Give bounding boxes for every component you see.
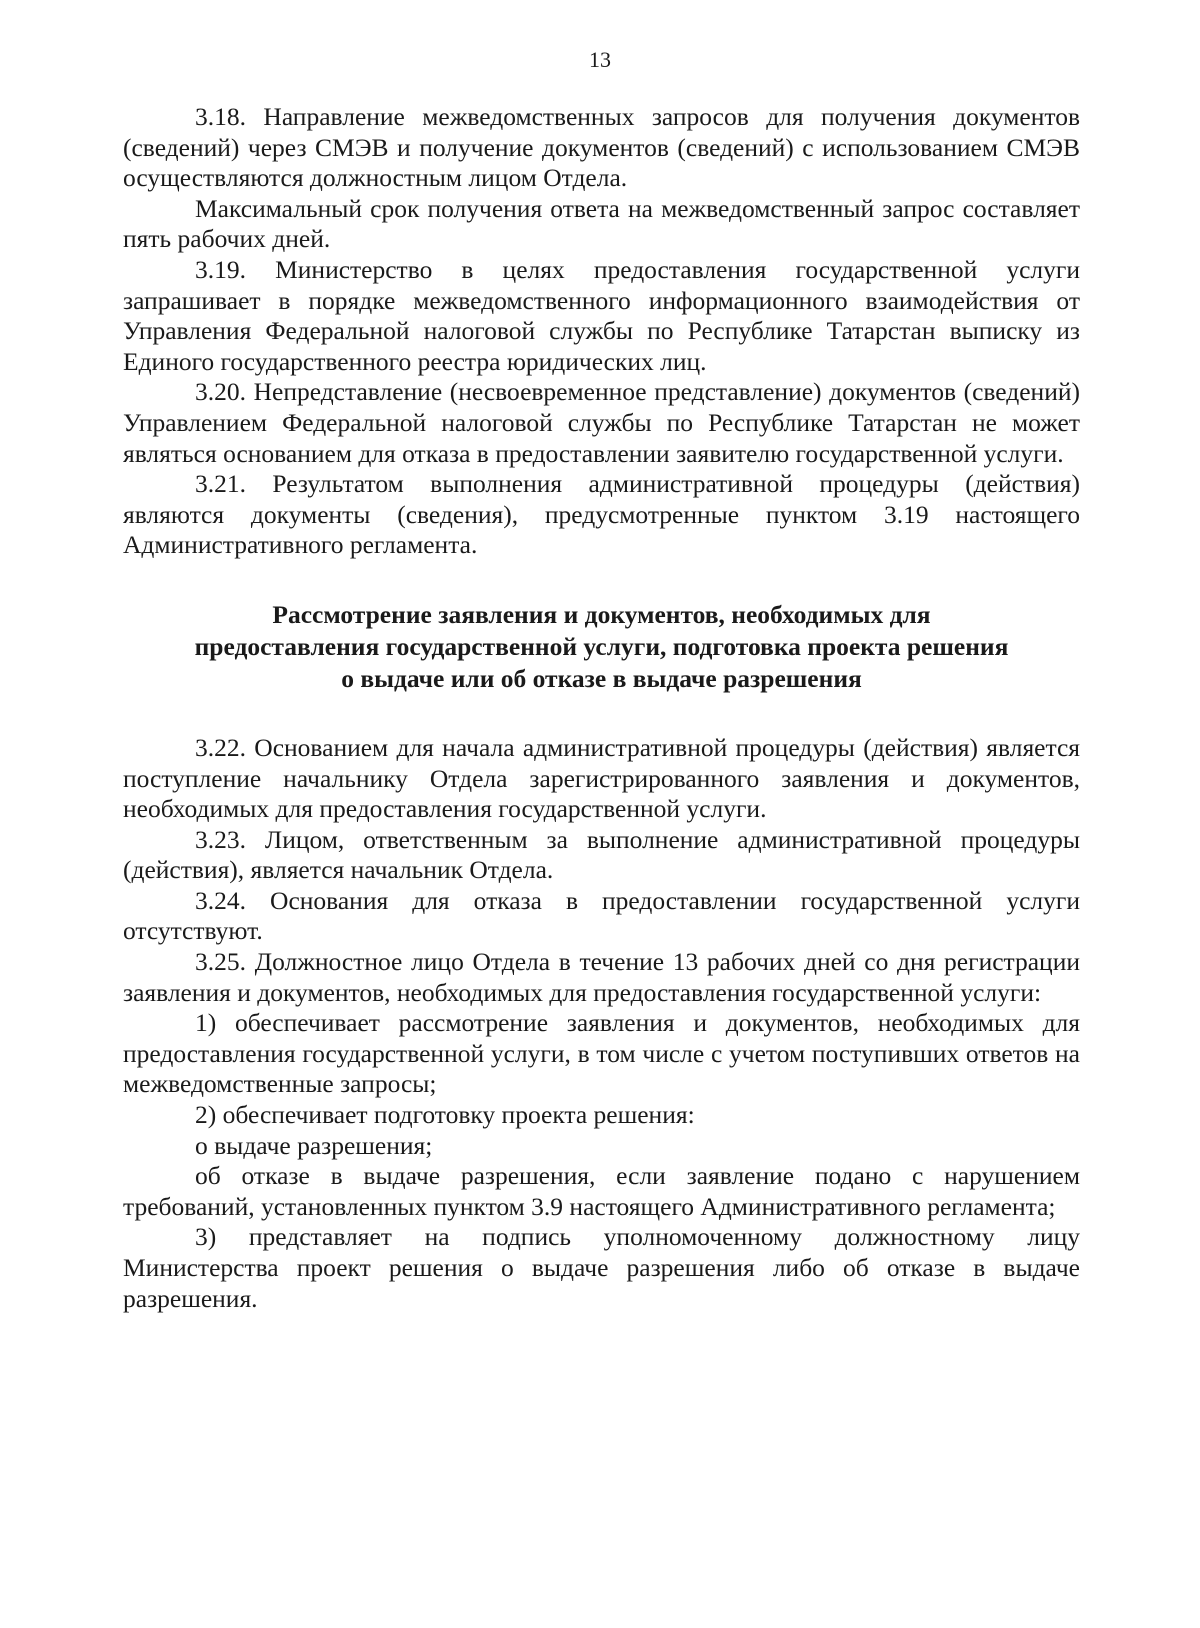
paragraph-3-20: 3.20. Непредставление (несвоевременное представление) документов (сведений) Управлением Федеральной налоговой службы по Республике Татарстан не может являться основанием для отказа в предоставлении заявителю государственной услуги. [123,377,1080,468]
list-item-2-option-issue: о выдаче разрешения; [195,1130,433,1160]
paragraph-3-23: 3.23. Лицом, ответственным за выполнение административной процедуры (действия), является начальник Отдела. [123,824,1080,885]
paragraph-3-24: 3.24. Основания для отказа в предоставлении государственной услуги отсутствуют. [123,885,1080,946]
section-heading-line-3: о выдаче или об отказе в выдаче разрешения [341,663,862,693]
document-body [123,102,1080,1314]
section-heading-line-2: предоставления государственной услуги, подготовка проекта решения [194,631,1009,661]
paragraph-3-21: 3.21. Результатом выполнения административной процедуры (действия) являются документы (сведения), предусмотренные пунктом 3.19 настоящего Административного регламента. [123,469,1080,560]
section-heading [123,599,1080,695]
list-item-1: 1) обеспечивает рассмотрение заявления и документов, необходимых для предоставления государственной услуги, в том числе с учетом поступивших ответов на межведомственные запросы; [123,1008,1080,1099]
list-item-3: 3) представляет на подпись уполномоченному должностному лицу Министерства проект решения о выдаче разрешения либо об отказе в выдаче разрешения. [123,1222,1080,1313]
paragraph-3-19: 3.19. Министерство в целях предоставления государственной услуги запрашивает в порядке межведомственного информационного взаимодействия от Управления Федеральной налоговой службы по Республике Татарстан выписку из Единого государственного реестра юридических лиц. [123,254,1080,376]
list-item-2: 2) обеспечивает подготовку проекта решения: [195,1100,695,1130]
paragraph-3-25: 3.25. Должностное лицо Отдела в течение 13 рабочих дней со дня регистрации заявления и документов, необходимых для предоставления государственной услуги: [123,947,1080,1007]
paragraph-3-18: 3.18. Направление межведомственных запросов для получения документов (сведений) через СМЭВ и получение документов (сведений) с использованием СМЭВ осуществляются должностным лицом Отдела. [123,102,1080,193]
paragraph-3-22: 3.22. Основанием для начала административной процедуры (действия) является поступление начальнику Отдела зарегистрированного заявления и документов, необходимых для предоставления государственной услуги. [123,732,1080,824]
page-number: 13 [589,47,611,72]
section-heading-line-1: Рассмотрение заявления и документов, необходимых для [272,599,931,629]
list-item-2-option-refusal: об отказе в выдаче разрешения, если заявление подано с нарушением требований, установленных пунктом 3.9 настоящего Административного регламента; [123,1161,1080,1221]
paragraph-response-term: Максимальный срок получения ответа на межведомственный запрос составляет пять рабочих дней. [123,193,1080,254]
